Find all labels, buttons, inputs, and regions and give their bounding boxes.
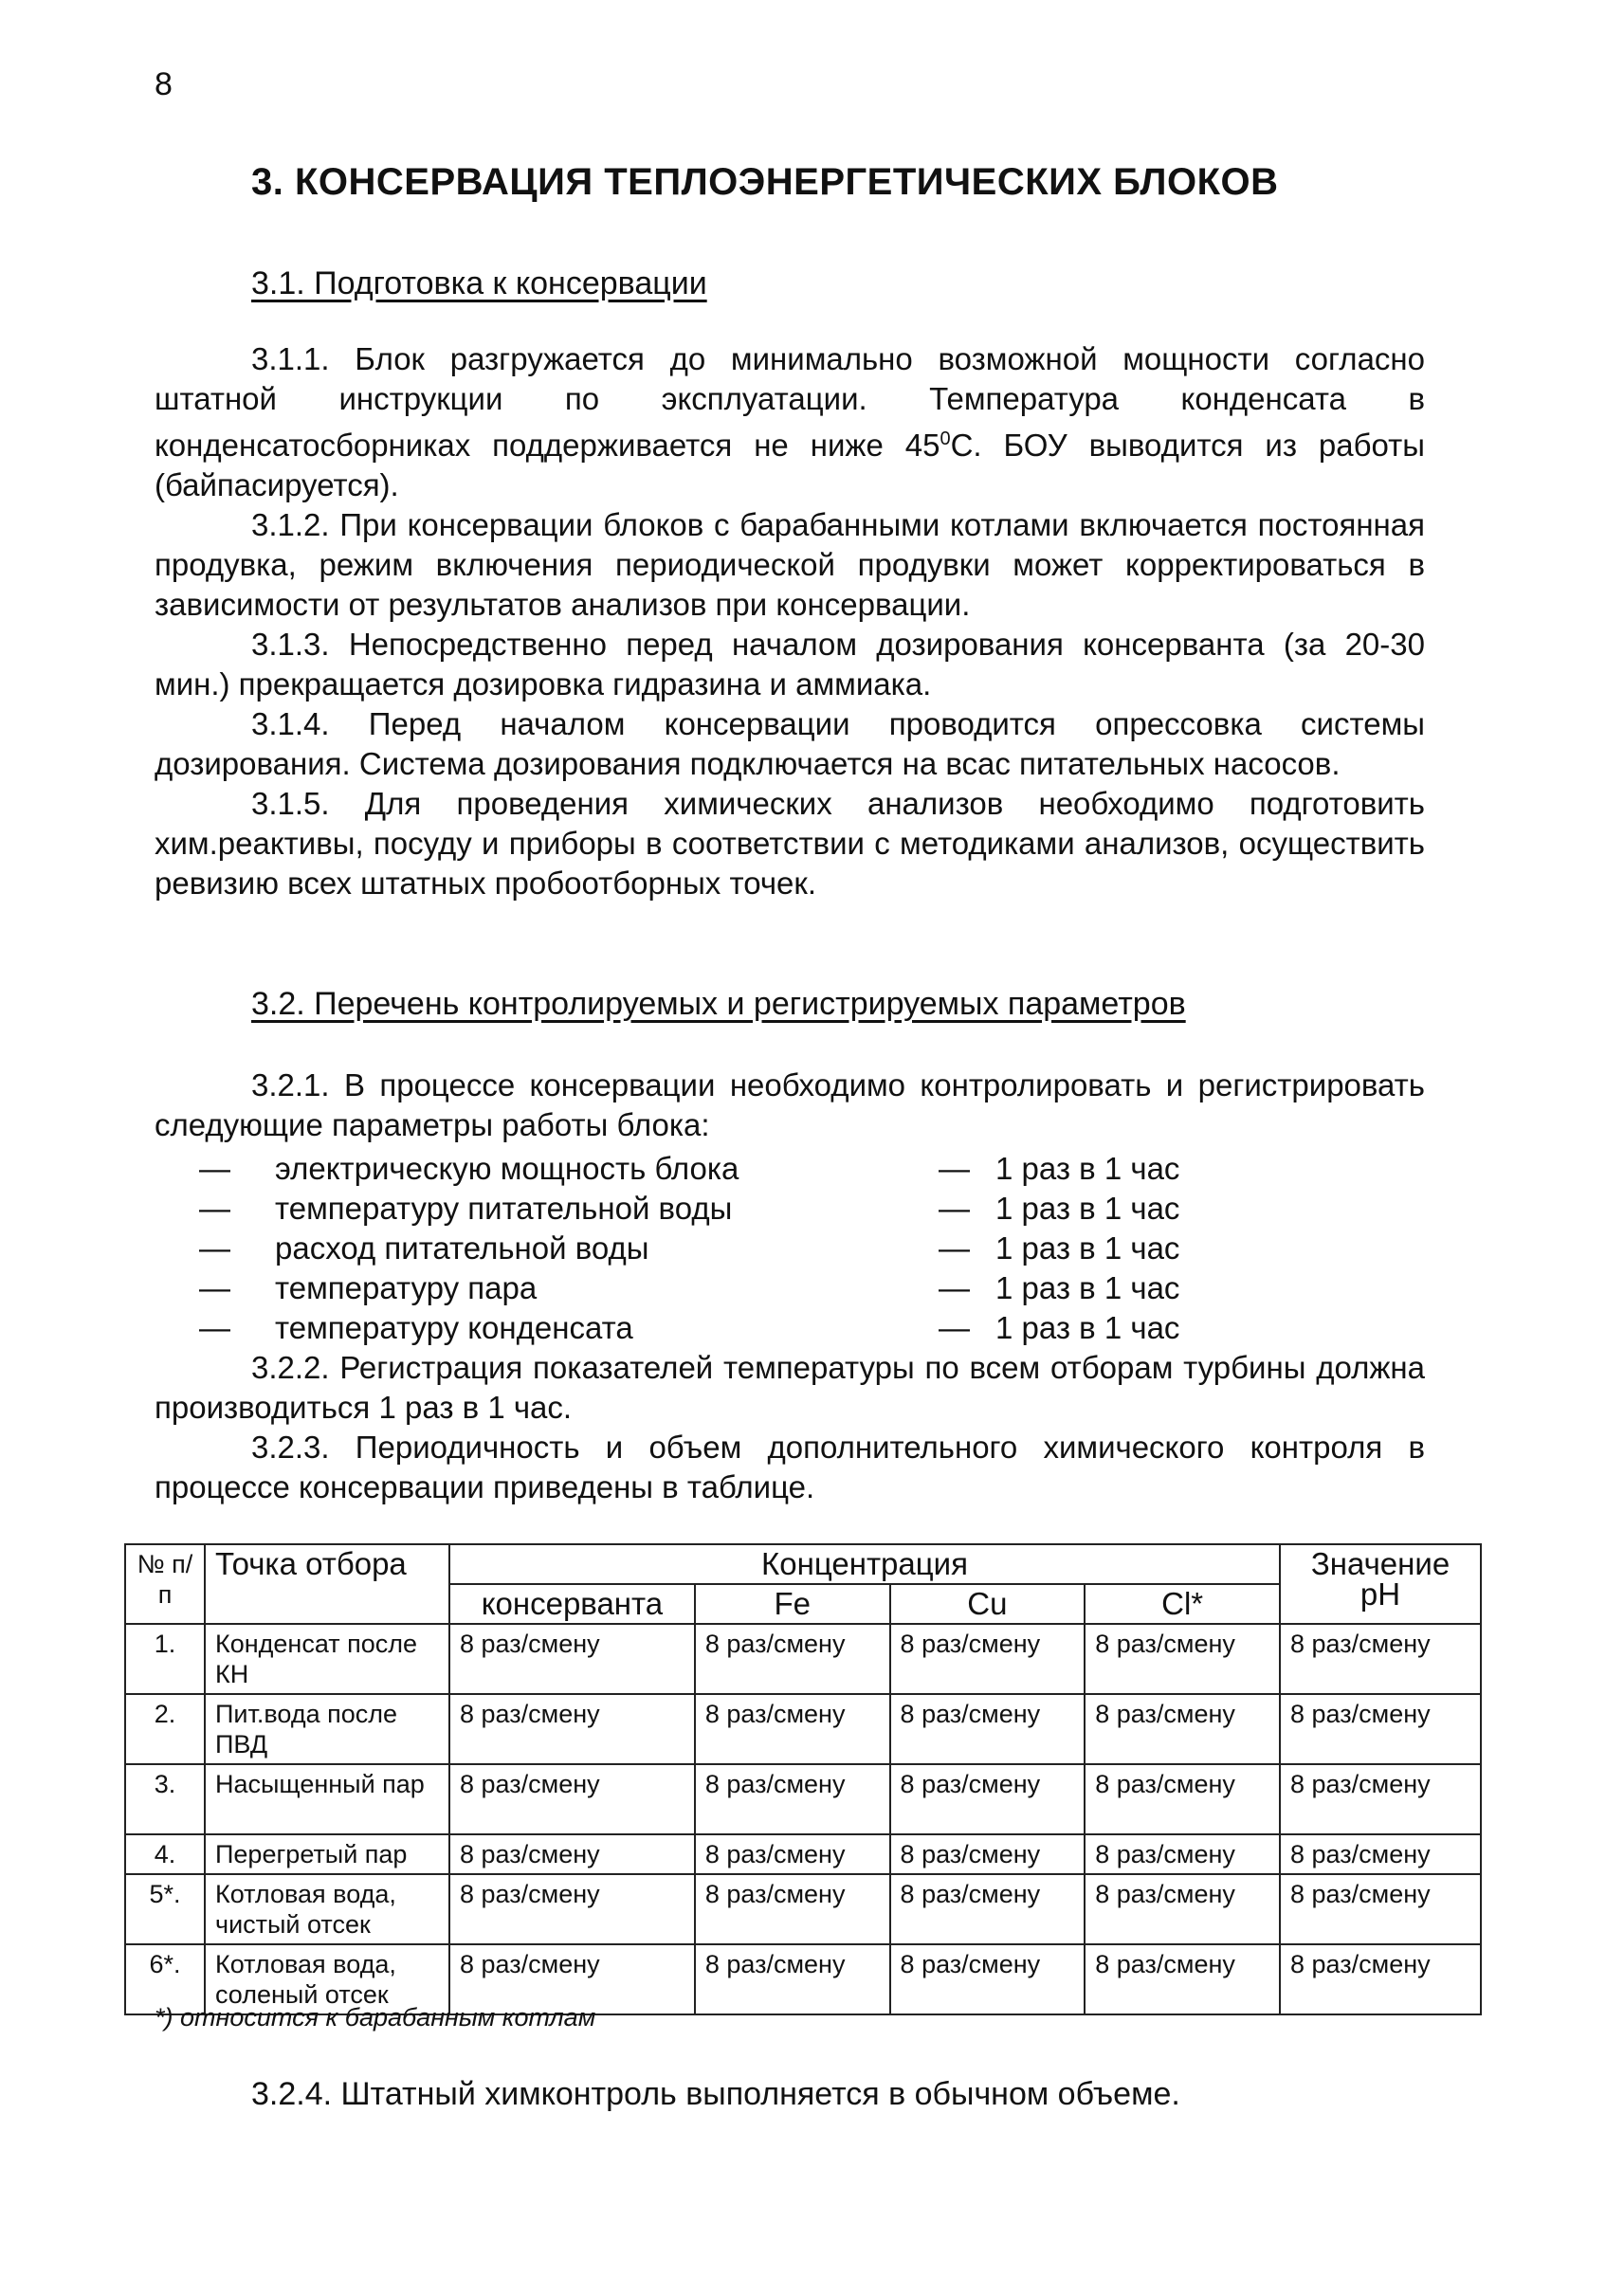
cell-cl: 8 раз/смену <box>1085 1944 1280 2014</box>
row-point: Котловая вода, чистый отсек <box>205 1874 449 1944</box>
cell-cu: 8 раз/смену <box>890 1834 1086 1874</box>
paragraph-3-1-2: 3.1.2. При консервации блоков с барабанными котлами включается постоянная продувка, режим включения периодической продувки может корректироваться в зависимости от результатов анализов при консервации. <box>155 507 1425 622</box>
list-dash: — <box>939 1230 970 1266</box>
row-point: Котловая вода, соленый отсек <box>205 1944 449 2014</box>
section-3-1-body <box>155 339 1425 903</box>
row-point: Конденсат после КН <box>205 1624 449 1694</box>
row-num: 6*. <box>125 1944 205 2014</box>
list-item <box>199 1189 1289 1229</box>
row-num: 2. <box>125 1694 205 1764</box>
list-item <box>199 1149 1289 1189</box>
cell-ph: 8 раз/смену <box>1280 1874 1481 1944</box>
row-point: Пит.вода после ПВД <box>205 1694 449 1764</box>
list-dash: — <box>199 1191 230 1226</box>
header-point: Точка отбора <box>205 1544 449 1624</box>
table-row <box>125 1834 1481 1874</box>
cell-cl: 8 раз/смену <box>1085 1694 1280 1764</box>
header-cl: Cl* <box>1085 1584 1280 1624</box>
cell-ph: 8 раз/смену <box>1280 1944 1481 2014</box>
header-num: № п/п <box>125 1544 205 1624</box>
table-row <box>125 1694 1481 1764</box>
cell-fe: 8 раз/смену <box>695 1694 890 1764</box>
parameter-name: температуру конденсата <box>275 1310 633 1345</box>
cell-ph: 8 раз/смену <box>1280 1764 1481 1834</box>
parameter-frequency: 1 раз в 1 час <box>995 1310 1180 1345</box>
parameter-frequency: 1 раз в 1 час <box>995 1151 1180 1186</box>
cell-cu: 8 раз/смену <box>890 1624 1086 1694</box>
cell-fe: 8 раз/смену <box>695 1874 890 1944</box>
cell-ph: 8 раз/смену <box>1280 1834 1481 1874</box>
cell-cu: 8 раз/смену <box>890 1764 1086 1834</box>
row-point: Насыщенный пар <box>205 1764 449 1834</box>
cell-ph: 8 раз/смену <box>1280 1624 1481 1694</box>
cell-conservant: 8 раз/смену <box>449 1624 695 1694</box>
row-num: 3. <box>125 1764 205 1834</box>
list-dash: — <box>199 1310 230 1345</box>
cell-conservant: 8 раз/смену <box>449 1694 695 1764</box>
paragraph-3-1-1-text-b: С. БОУ выводится из работы (байпасируется). <box>155 428 1425 502</box>
list-dash: — <box>939 1270 970 1305</box>
section-3-2-body <box>155 1348 1425 1507</box>
section-heading-3-1: 3.1. Подготовка к консервации <box>251 265 707 301</box>
paragraph-3-2-2: 3.2.2. Регистрация показателей температуры по всем отборам турбины должна производиться 1 раз в 1 час. <box>155 1350 1425 1425</box>
parameter-name: температуру питательной воды <box>275 1191 733 1226</box>
row-num: 1. <box>125 1624 205 1694</box>
cell-fe: 8 раз/смену <box>695 1764 890 1834</box>
cell-cu: 8 раз/смену <box>890 1944 1086 2014</box>
cell-cl: 8 раз/смену <box>1085 1764 1280 1834</box>
cell-conservant: 8 раз/смену <box>449 1834 695 1874</box>
cell-cl: 8 раз/смену <box>1085 1834 1280 1874</box>
section-heading-3-2: 3.2. Перечень контролируемых и регистрируемых параметров <box>251 986 1186 1022</box>
page-number: 8 <box>155 66 173 102</box>
degree-superscript: 0 <box>940 428 951 449</box>
row-num: 4. <box>125 1834 205 1874</box>
parameter-name: температуру пара <box>275 1270 538 1305</box>
cell-cl: 8 раз/смену <box>1085 1624 1280 1694</box>
row-point: Перегретый пар <box>205 1834 449 1874</box>
list-dash: — <box>199 1151 230 1186</box>
list-dash: — <box>939 1151 970 1186</box>
list-dash: — <box>939 1310 970 1345</box>
paragraph-3-1-1-text-a: 3.1.1. Блок разгружается до минимально возможной мощности согласно штатной инструкции по эксплуатации. Температура конденсата в конденсатосборниках поддерживается не ниже 45 <box>155 341 1425 463</box>
cell-ph: 8 раз/смену <box>1280 1694 1481 1764</box>
parameter-name: расход питательной воды <box>275 1230 649 1266</box>
list-dash: — <box>939 1191 970 1226</box>
header-conservant: консерванта <box>449 1584 695 1624</box>
cell-fe: 8 раз/смену <box>695 1834 890 1874</box>
cell-conservant: 8 раз/смену <box>449 1874 695 1944</box>
list-item <box>199 1229 1289 1268</box>
list-dash: — <box>199 1230 230 1266</box>
table-footnote: *) относится к барабанным котлам <box>155 2003 596 2032</box>
paragraph-3-2-1-block <box>155 1066 1425 1145</box>
table-row <box>125 1764 1481 1834</box>
parameter-list <box>199 1149 1289 1348</box>
cell-conservant: 8 раз/смену <box>449 1764 695 1834</box>
paragraph-3-1-1 <box>155 339 1425 505</box>
table-row <box>125 1624 1481 1694</box>
paragraph-3-1-4: 3.1.4. Перед началом консервации проводится опрессовка системы дозирования. Система дозирования подключается на всас питательных насосов. <box>155 706 1425 781</box>
header-cu: Cu <box>890 1584 1086 1624</box>
chemical-control-table <box>124 1543 1482 2015</box>
paragraph-3-1-3: 3.1.3. Непосредственно перед началом дозирования консерванта (за 20-30 мин.) прекращается дозировка гидразина и аммиака. <box>155 627 1425 702</box>
cell-conservant: 8 раз/смену <box>449 1944 695 2014</box>
list-item <box>199 1268 1289 1308</box>
paragraph-3-2-3: 3.2.3. Периодичность и объем дополнительного химического контроля в процессе консервации приведены в таблице. <box>155 1430 1425 1504</box>
paragraph-3-1-5: 3.1.5. Для проведения химических анализов необходимо подготовить хим.реактивы, посуду и приборы в соответствии с методиками анализов, осуществить ревизию всех штатных пробоотборных точек. <box>155 786 1425 901</box>
list-dash: — <box>199 1270 230 1305</box>
cell-cu: 8 раз/смену <box>890 1694 1086 1764</box>
paragraph-3-2-1: 3.2.1. В процессе консервации необходимо контролировать и регистрировать следующие параметры работы блока: <box>155 1067 1425 1142</box>
paragraph-3-2-4: 3.2.4. Штатный химконтроль выполняется в обычном объеме. <box>251 2076 1180 2112</box>
parameter-frequency: 1 раз в 1 час <box>995 1270 1180 1305</box>
chapter-title: 3. КОНСЕРВАЦИЯ ТЕПЛОЭНЕРГЕТИЧЕСКИХ БЛОКОВ <box>251 161 1279 203</box>
parameter-frequency: 1 раз в 1 час <box>995 1230 1180 1266</box>
table-row <box>125 1874 1481 1944</box>
cell-fe: 8 раз/смену <box>695 1624 890 1694</box>
cell-fe: 8 раз/смену <box>695 1944 890 2014</box>
header-concentration: Концентрация <box>449 1544 1280 1584</box>
header-fe: Fe <box>695 1584 890 1624</box>
cell-cu: 8 раз/смену <box>890 1874 1086 1944</box>
parameter-frequency: 1 раз в 1 час <box>995 1191 1180 1226</box>
header-ph: Значение pH <box>1280 1544 1481 1624</box>
cell-cl: 8 раз/смену <box>1085 1874 1280 1944</box>
parameter-name: электрическую мощность блока <box>275 1151 739 1186</box>
row-num: 5*. <box>125 1874 205 1944</box>
list-item <box>199 1308 1289 1348</box>
